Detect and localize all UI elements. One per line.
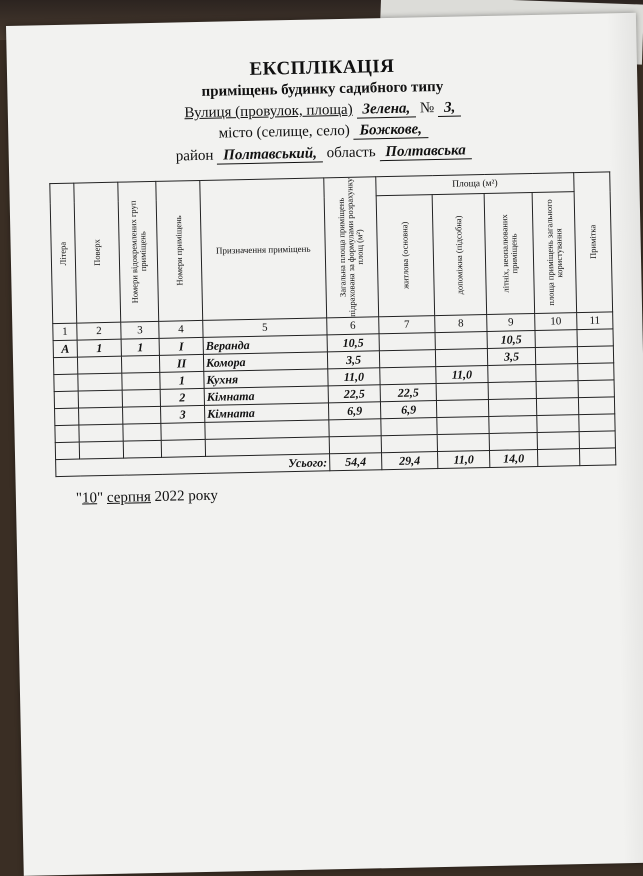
cell-total xyxy=(329,419,381,437)
cell-purpose: Кухня xyxy=(204,369,328,389)
cell-unheated: 3,5 xyxy=(487,347,535,365)
cell-living xyxy=(379,350,435,368)
cell-common xyxy=(536,398,578,416)
cell-litera xyxy=(55,425,79,442)
cell-note xyxy=(579,431,615,449)
document-page xyxy=(6,13,643,876)
cell-group xyxy=(122,372,160,390)
cell-common xyxy=(536,381,578,399)
cell-total: 3,5 xyxy=(327,351,379,369)
cell-floor xyxy=(79,441,123,459)
cell-floor xyxy=(78,373,122,391)
region-label: область xyxy=(326,144,376,162)
cell-note xyxy=(577,346,613,364)
col-num: 9 xyxy=(487,313,535,331)
city-value: Божкове, xyxy=(353,122,428,140)
cell-living: 22,5 xyxy=(380,384,436,402)
cell-note xyxy=(577,329,613,347)
col-num: 10 xyxy=(535,313,577,331)
cell-living xyxy=(381,418,437,436)
cell-litera xyxy=(54,374,78,391)
date-open-quote: " xyxy=(75,490,83,507)
cell-purpose: Кімната xyxy=(204,403,328,423)
cell-group xyxy=(122,389,160,407)
cell-purpose: Веранда xyxy=(203,335,327,355)
cell-aux xyxy=(437,416,489,434)
cell-common xyxy=(537,415,579,433)
col-num: 7 xyxy=(379,316,435,334)
document-title: ЕКСПЛІКАЦІЯ xyxy=(249,55,395,80)
col-num: 6 xyxy=(327,317,379,335)
cell-aux xyxy=(436,399,488,417)
cell-room xyxy=(161,422,205,440)
cell-litera xyxy=(54,391,78,408)
cell-floor xyxy=(79,407,123,425)
cell-litera xyxy=(53,357,77,374)
cell-purpose: Кімната xyxy=(204,386,328,406)
date-month: серпня xyxy=(106,489,152,506)
totals-note xyxy=(579,448,615,466)
cell-aux: 11,0 xyxy=(436,365,488,383)
cell-litera: А xyxy=(53,340,77,357)
cell-group xyxy=(123,423,161,441)
cell-room: 1 xyxy=(160,371,204,389)
cell-group xyxy=(123,406,161,424)
col-num: 11 xyxy=(577,312,613,330)
totals-aux: 11,0 xyxy=(438,450,490,468)
cell-group xyxy=(123,440,161,458)
document-date xyxy=(76,488,218,508)
cell-aux xyxy=(435,348,487,366)
region-value: Полтавська xyxy=(379,143,472,161)
house-number-label: № xyxy=(419,100,435,117)
date-year: 2022 року xyxy=(154,487,219,505)
cell-living xyxy=(380,367,436,385)
street-value: Зелена, xyxy=(356,101,416,118)
district-value: Полтавський, xyxy=(217,146,323,164)
col-num: 8 xyxy=(435,314,487,332)
header-group-numbers: Номери відокремлених груп приміщень xyxy=(118,181,159,322)
cell-floor xyxy=(78,390,122,408)
cell-floor: 1 xyxy=(77,339,121,357)
cell-room: 3 xyxy=(160,405,204,423)
totals-label: Усього: xyxy=(56,454,330,477)
header-note: Примітка xyxy=(574,172,613,313)
cell-living xyxy=(379,333,435,351)
cell-unheated xyxy=(488,381,536,399)
cell-group xyxy=(121,355,159,373)
cell-aux xyxy=(436,382,488,400)
cell-room xyxy=(161,439,205,457)
header-auxiliary: допоміжна (підсобна) xyxy=(432,194,487,316)
cell-total: 6,9 xyxy=(328,402,380,420)
header-unheated: літніх, неопалюваних приміщень xyxy=(484,193,535,315)
cell-common xyxy=(537,432,579,450)
cell-unheated xyxy=(488,398,536,416)
date-day: 10 xyxy=(81,490,98,507)
cell-unheated xyxy=(489,432,537,450)
cell-aux xyxy=(437,433,489,451)
cell-room: II xyxy=(159,354,203,372)
header-purpose: Призначення приміщень xyxy=(200,178,327,321)
cell-unheated xyxy=(488,364,536,382)
cell-living xyxy=(381,435,437,453)
cell-note xyxy=(578,380,614,398)
date-close-quote: " xyxy=(96,490,104,507)
cell-purpose: Комора xyxy=(203,352,327,372)
header-area-group: Площа (м²) xyxy=(376,173,574,196)
cell-common xyxy=(535,330,577,348)
explication-table xyxy=(49,171,616,477)
totals-total: 54,4 xyxy=(330,453,382,471)
header-living: житлова (основна) xyxy=(376,195,435,317)
header-common: площа приміщень загального користування xyxy=(532,192,577,314)
header-total-area: Загальна площа приміщень підрахована за формулами розрахунку площ (м²) xyxy=(324,177,379,318)
col-num: 4 xyxy=(159,320,203,338)
cell-total: 11,0 xyxy=(328,368,380,386)
cell-group: 1 xyxy=(121,338,159,356)
cell-total: 10,5 xyxy=(327,334,379,352)
district-label: район xyxy=(175,147,214,165)
cell-note xyxy=(578,397,614,415)
cell-room: 2 xyxy=(160,388,204,406)
totals-common xyxy=(537,449,579,467)
cell-litera xyxy=(55,408,79,425)
header-room-numbers: Номери приміщень xyxy=(156,180,203,321)
header-litera: Літера xyxy=(50,183,77,323)
cell-litera xyxy=(55,442,79,459)
col-num: 2 xyxy=(77,322,121,340)
house-number-value: 3, xyxy=(438,100,462,116)
cell-room: I xyxy=(159,337,203,355)
cell-total: 22,5 xyxy=(328,385,380,403)
cell-unheated xyxy=(489,415,537,433)
col-num: 5 xyxy=(203,318,327,338)
cell-floor xyxy=(79,424,123,442)
cell-total xyxy=(329,436,381,454)
cell-unheated: 10,5 xyxy=(487,330,535,348)
cell-floor xyxy=(77,356,121,374)
document-subtitle: приміщень будинку садибного типу xyxy=(201,78,444,100)
header-floor: Поверх xyxy=(74,182,121,323)
col-num: 3 xyxy=(121,321,159,339)
cell-common xyxy=(535,347,577,365)
cell-note xyxy=(579,414,615,432)
cell-living: 6,9 xyxy=(380,401,436,419)
totals-unheated: 14,0 xyxy=(489,449,537,467)
cell-aux xyxy=(435,331,487,349)
cell-note xyxy=(578,363,614,381)
totals-living: 29,4 xyxy=(382,452,438,470)
cell-common xyxy=(536,364,578,382)
street-label: Вулиця (провулок, площа) xyxy=(184,101,353,122)
city-label: місто (селище, село) xyxy=(218,122,350,142)
col-num: 1 xyxy=(53,323,77,340)
